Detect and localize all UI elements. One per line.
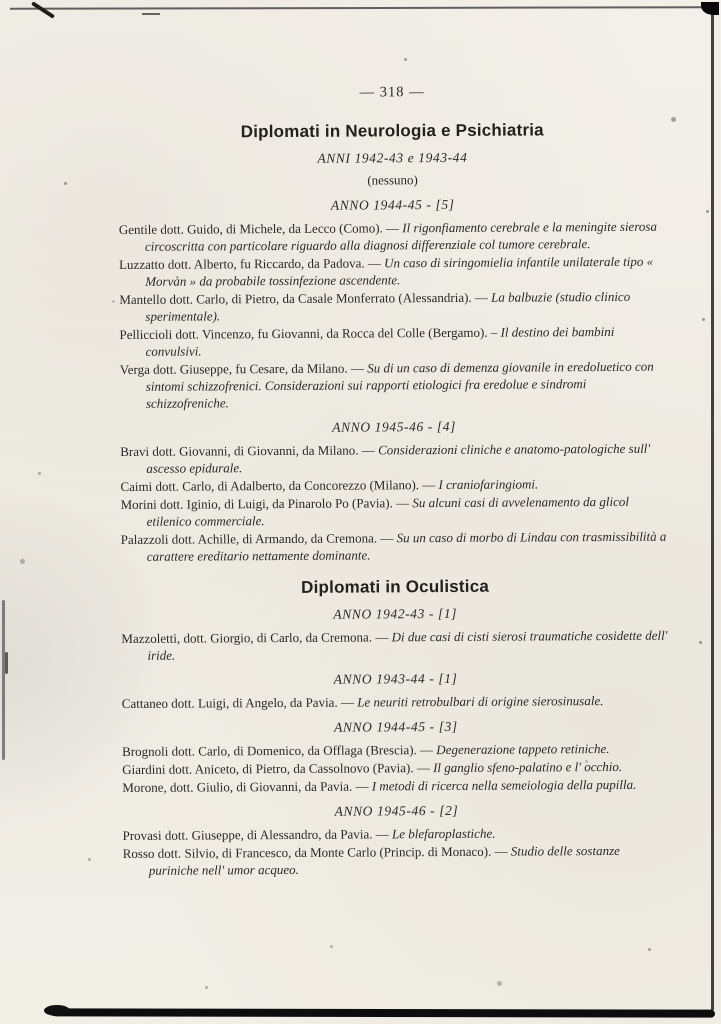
graduate-name: Mantello dott. Carlo, di Pietro, da Casale Monferrato (Alessandria). —	[119, 289, 492, 307]
year-heading: ANNO 1945-46 - [2]	[334, 802, 459, 819]
graduate-entry	[119, 323, 667, 360]
thesis-title: Il destino dei bambini convulsivi.	[145, 323, 615, 359]
scan-edge-bottom	[52, 1008, 715, 1017]
thesis-title: Degenerazione tappeto retiniche.	[436, 741, 610, 758]
graduate-entry	[119, 253, 667, 290]
graduate-name: Cattaneo dott. Luigi, di Angelo, da Pavia. —	[121, 694, 358, 711]
sections-container	[118, 120, 671, 879]
graduate-name: Verga dott. Giuseppe, fu Cesare, da Milano. —	[119, 360, 368, 377]
graduate-entry	[119, 218, 667, 255]
scan-edge-left	[2, 600, 5, 760]
graduate-name: Palazzoli dott. Achille, di Armando, da Cremona. —	[120, 530, 397, 547]
thesis-title: Un caso di siringomielia infantile unilaterale tipo « Morvàn » da probabile tossinfezione ascendente.	[145, 253, 654, 289]
graduate-entry	[121, 627, 669, 664]
graduate-name: Provasi dott. Giuseppe, di Alessandro, da Pavia. —	[122, 826, 392, 843]
thesis-title: I craniofaringiomi.	[438, 476, 539, 493]
section-title: Diplomati in Neurologia e Psichiatria	[240, 120, 544, 142]
year-heading: ANNO 1943-44 - [1]	[333, 670, 458, 687]
scan-artifact	[31, 1, 55, 19]
scan-edge-right	[711, 5, 714, 1010]
scan-artifact	[5, 652, 8, 674]
thesis-title: Su alcuni casi di avvelenamento da glicol etilenico commerciale.	[146, 493, 629, 529]
year-heading: ANNO 1944-45 - [3]	[334, 718, 458, 735]
graduate-entry	[119, 288, 667, 325]
graduate-name: Pelliccioli dott. Vincenzo, fu Giovanni, da Rocca del Colle (Bergamo). –	[119, 324, 501, 342]
thesis-title: La balbuzie (studio clinico sperimentale).	[145, 288, 631, 324]
thesis-title: Su di un caso di demenza giovanile in eredoluetico con sintomi schizzofrenici. Considerazioni sui rapporti etiologici fra eredolue e sindromi schizzofreniche.	[145, 358, 654, 411]
thesis-title: Studio delle sostanze puriniche nell' umor acqueo.	[148, 842, 620, 878]
graduate-name: Luzzatto dott. Alberto, fu Riccardo, da Padova. —	[119, 255, 385, 272]
graduate-name: Bravi dott. Giovanni, di Giovanni, da Milano. —	[120, 442, 379, 459]
thesis-title: Il ganglio sfeno-palatino e l' occhio.	[433, 758, 623, 776]
graduate-name: Caimi dott. Carlo, di Adalberto, da Concorezzo (Milano). —	[120, 477, 439, 494]
graduate-entry	[121, 493, 669, 530]
scan-corner-bottom-left	[44, 1005, 70, 1016]
document-body	[118, 83, 671, 880]
graduate-name: Morini dott. Iginio, di Luigi, da Pinarolo Po (Pavia). —	[120, 495, 413, 512]
thesis-title: Su un caso di morbo di Lindau con trasmissibilità a carattere ereditario nettamente dominante.	[146, 528, 667, 564]
graduate-entry	[122, 758, 670, 778]
scan-edge-top	[10, 6, 706, 9]
group-note: (nessuno)	[367, 172, 418, 188]
scan-speckles	[0, 0, 3, 3]
thesis-title: Le blefaroplastiche.	[391, 825, 496, 842]
year-heading: ANNO 1945-46 - [4]	[332, 418, 456, 435]
thesis-title: Di due casi di cisti sierosi traumatiche cosidette dell' iride.	[147, 627, 668, 663]
year-heading: ANNO 1942-43 - [1]	[333, 605, 458, 622]
thesis-title: Il rigonfiamento cerebrale e la meningite sierosa circoscritta con particolare riguardo alla diagnosi differenziale col tumore cerebrale.	[144, 218, 657, 254]
graduate-entry	[123, 842, 671, 879]
page-number: — 318 —	[359, 84, 425, 101]
graduate-name: Rosso dott. Silvio, di Francesco, da Monte Carlo (Princip. di Monaco). —	[122, 843, 511, 861]
section-title: Diplomati in Oculistica	[301, 576, 490, 597]
scan-artifact	[142, 13, 160, 15]
year-heading: ANNO 1944-45 - [5]	[330, 196, 455, 213]
graduate-entry	[120, 358, 668, 412]
graduate-name: Mazzoletti, dott. Giorgio, di Carlo, da Cremona. —	[121, 629, 392, 646]
graduate-entry	[122, 692, 670, 712]
graduate-name: Giardini dott. Aniceto, di Pietro, da Cassolnovo (Pavia). —	[122, 760, 434, 777]
thesis-title: Considerazioni cliniche e anatomo-patologiche sull' ascesso epidurale.	[146, 440, 651, 476]
graduate-entry	[122, 776, 670, 796]
graduate-entry	[120, 440, 668, 477]
graduate-entry	[123, 824, 671, 844]
graduate-name: Morone, dott. Giulio, di Giovanni, da Pavia. —	[122, 778, 372, 795]
scan-corner-top-right	[701, 2, 719, 15]
graduate-name: Gentile dott. Guido, di Michele, da Lecco (Como). —	[118, 220, 403, 237]
thesis-title: Le neuriti retrobulbari di origine sierosinusale.	[357, 693, 604, 710]
graduate-entry	[121, 528, 669, 565]
thesis-title: I metodi di ricerca nella semeiologia della pupilla.	[371, 776, 637, 794]
year-heading: ANNI 1942-43 e 1943-44	[317, 149, 468, 166]
graduate-name: Brognoli dott. Carlo, di Domenico, da Offlaga (Brescia). —	[122, 742, 437, 759]
graduate-entry	[120, 475, 668, 495]
graduate-entry	[122, 740, 670, 760]
